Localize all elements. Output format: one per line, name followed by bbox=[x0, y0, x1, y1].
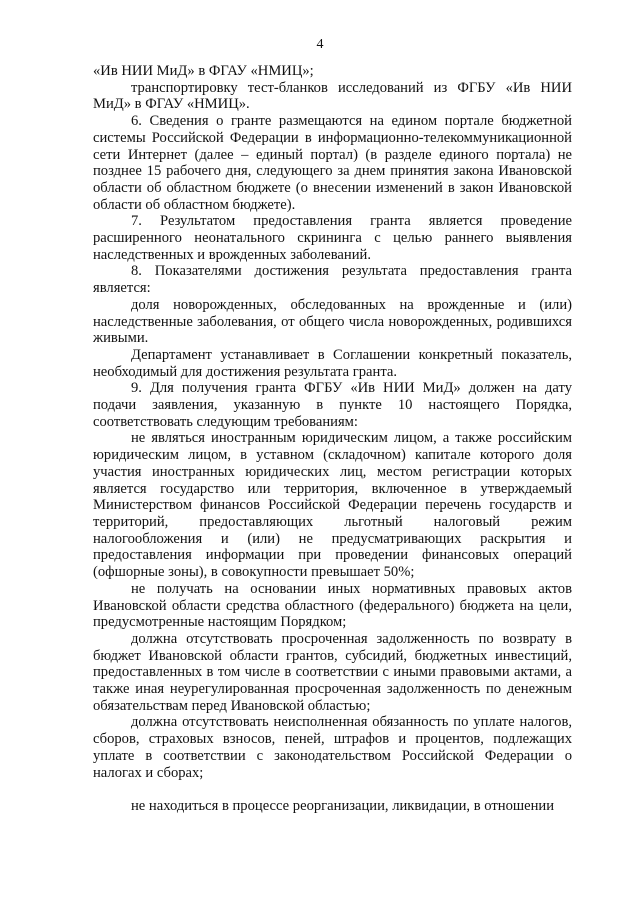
paragraph-indicator: доля новорожденных, обследованных на врожденные и (или) наследственные заболевания, от общего числа новорожденных, родившихся живыми. bbox=[93, 296, 572, 347]
document-body bbox=[93, 63, 572, 815]
paragraph-item-6: 6. Сведения о гранте размещаются на едином портале бюджетной системы Российской Федерации в информационно-телекоммуникационной сети Интернет (далее – единый портал) (в разделе единого портала) не позднее 15 рабочего дня, следующего за днем принятия закона Ивановской области об областном бюджете (о внесении изменений в закон Ивановской области об областном бюджете). bbox=[93, 113, 572, 213]
paragraph-department: Департамент устанавливает в Соглашении конкретный показатель, необходимый для достижения результата гранта. bbox=[93, 346, 572, 380]
page-number: 4 bbox=[316, 37, 324, 52]
paragraph-continuation: «Ив НИИ МиД» в ФГАУ «НМИЦ»; bbox=[93, 63, 314, 79]
paragraph-requirement-foreign: не являться иностранным юридическим лицом, а также российским юридическим лицом, в уставном (складочном) капитале которого доля участия иностранных юридических лиц, местом регистрации которых является государство или территория, включенное в утверждаемый Министерством финансов Российской Федерации перечень государств и территорий, предоставляющих льготный налоговый режим налогообложения и (или) не предусматривающих раскрытия и предоставления информации при проведении финансовых операций (офшорные зоны), в совокупности превышает 50%; bbox=[93, 430, 572, 581]
paragraph-item-9: 9. Для получения гранта ФГБУ «Ив НИИ МиД» должен на дату подачи заявления, указанную в пункте 10 настоящего Порядка, соответствовать следующим требованиям: bbox=[93, 380, 572, 430]
paragraph-requirement-no-tax-arrears: должна отсутствовать неисполненная обязанность по уплате налогов, сборов, страховых взносов, пеней, штрафов и процентов, подлежащих уплате в соответствии с законодательством Российской Федерации о налогах и сборах; bbox=[93, 714, 572, 781]
paragraph-requirement-no-other-funds: не получать на основании иных нормативных правовых актов Ивановской области средства областного (федерального) бюджета на цели, предусмотренные настоящим Порядком; bbox=[93, 580, 572, 631]
paragraph-transport: транспортировку тест-бланков исследований из ФГБУ «Ив НИИ МиД» в ФГАУ «НМИЦ». bbox=[93, 79, 572, 113]
paragraph-requirement-no-reorganization: не находиться в процессе реорганизации, ликвидации, в отношении bbox=[131, 798, 555, 815]
paragraph-item-7: 7. Результатом предоставления гранта является проведение расширенного неонатального скрининга с целью раннего выявления наследственных и врожденных заболеваний. bbox=[93, 213, 572, 263]
paragraph-requirement-no-debt: должна отсутствовать просроченная задолженность по возврату в бюджет Ивановской области грантов, субсидий, бюджетных инвестиций, предоставленных в том числе в соответствии с иными правовыми актами, а также иная неурегулированная просроченная задолженность по денежным обязательствам перед Ивановской областью; bbox=[93, 630, 572, 714]
paragraph-item-8: 8. Показателями достижения результата предоставления гранта является: bbox=[93, 263, 572, 297]
